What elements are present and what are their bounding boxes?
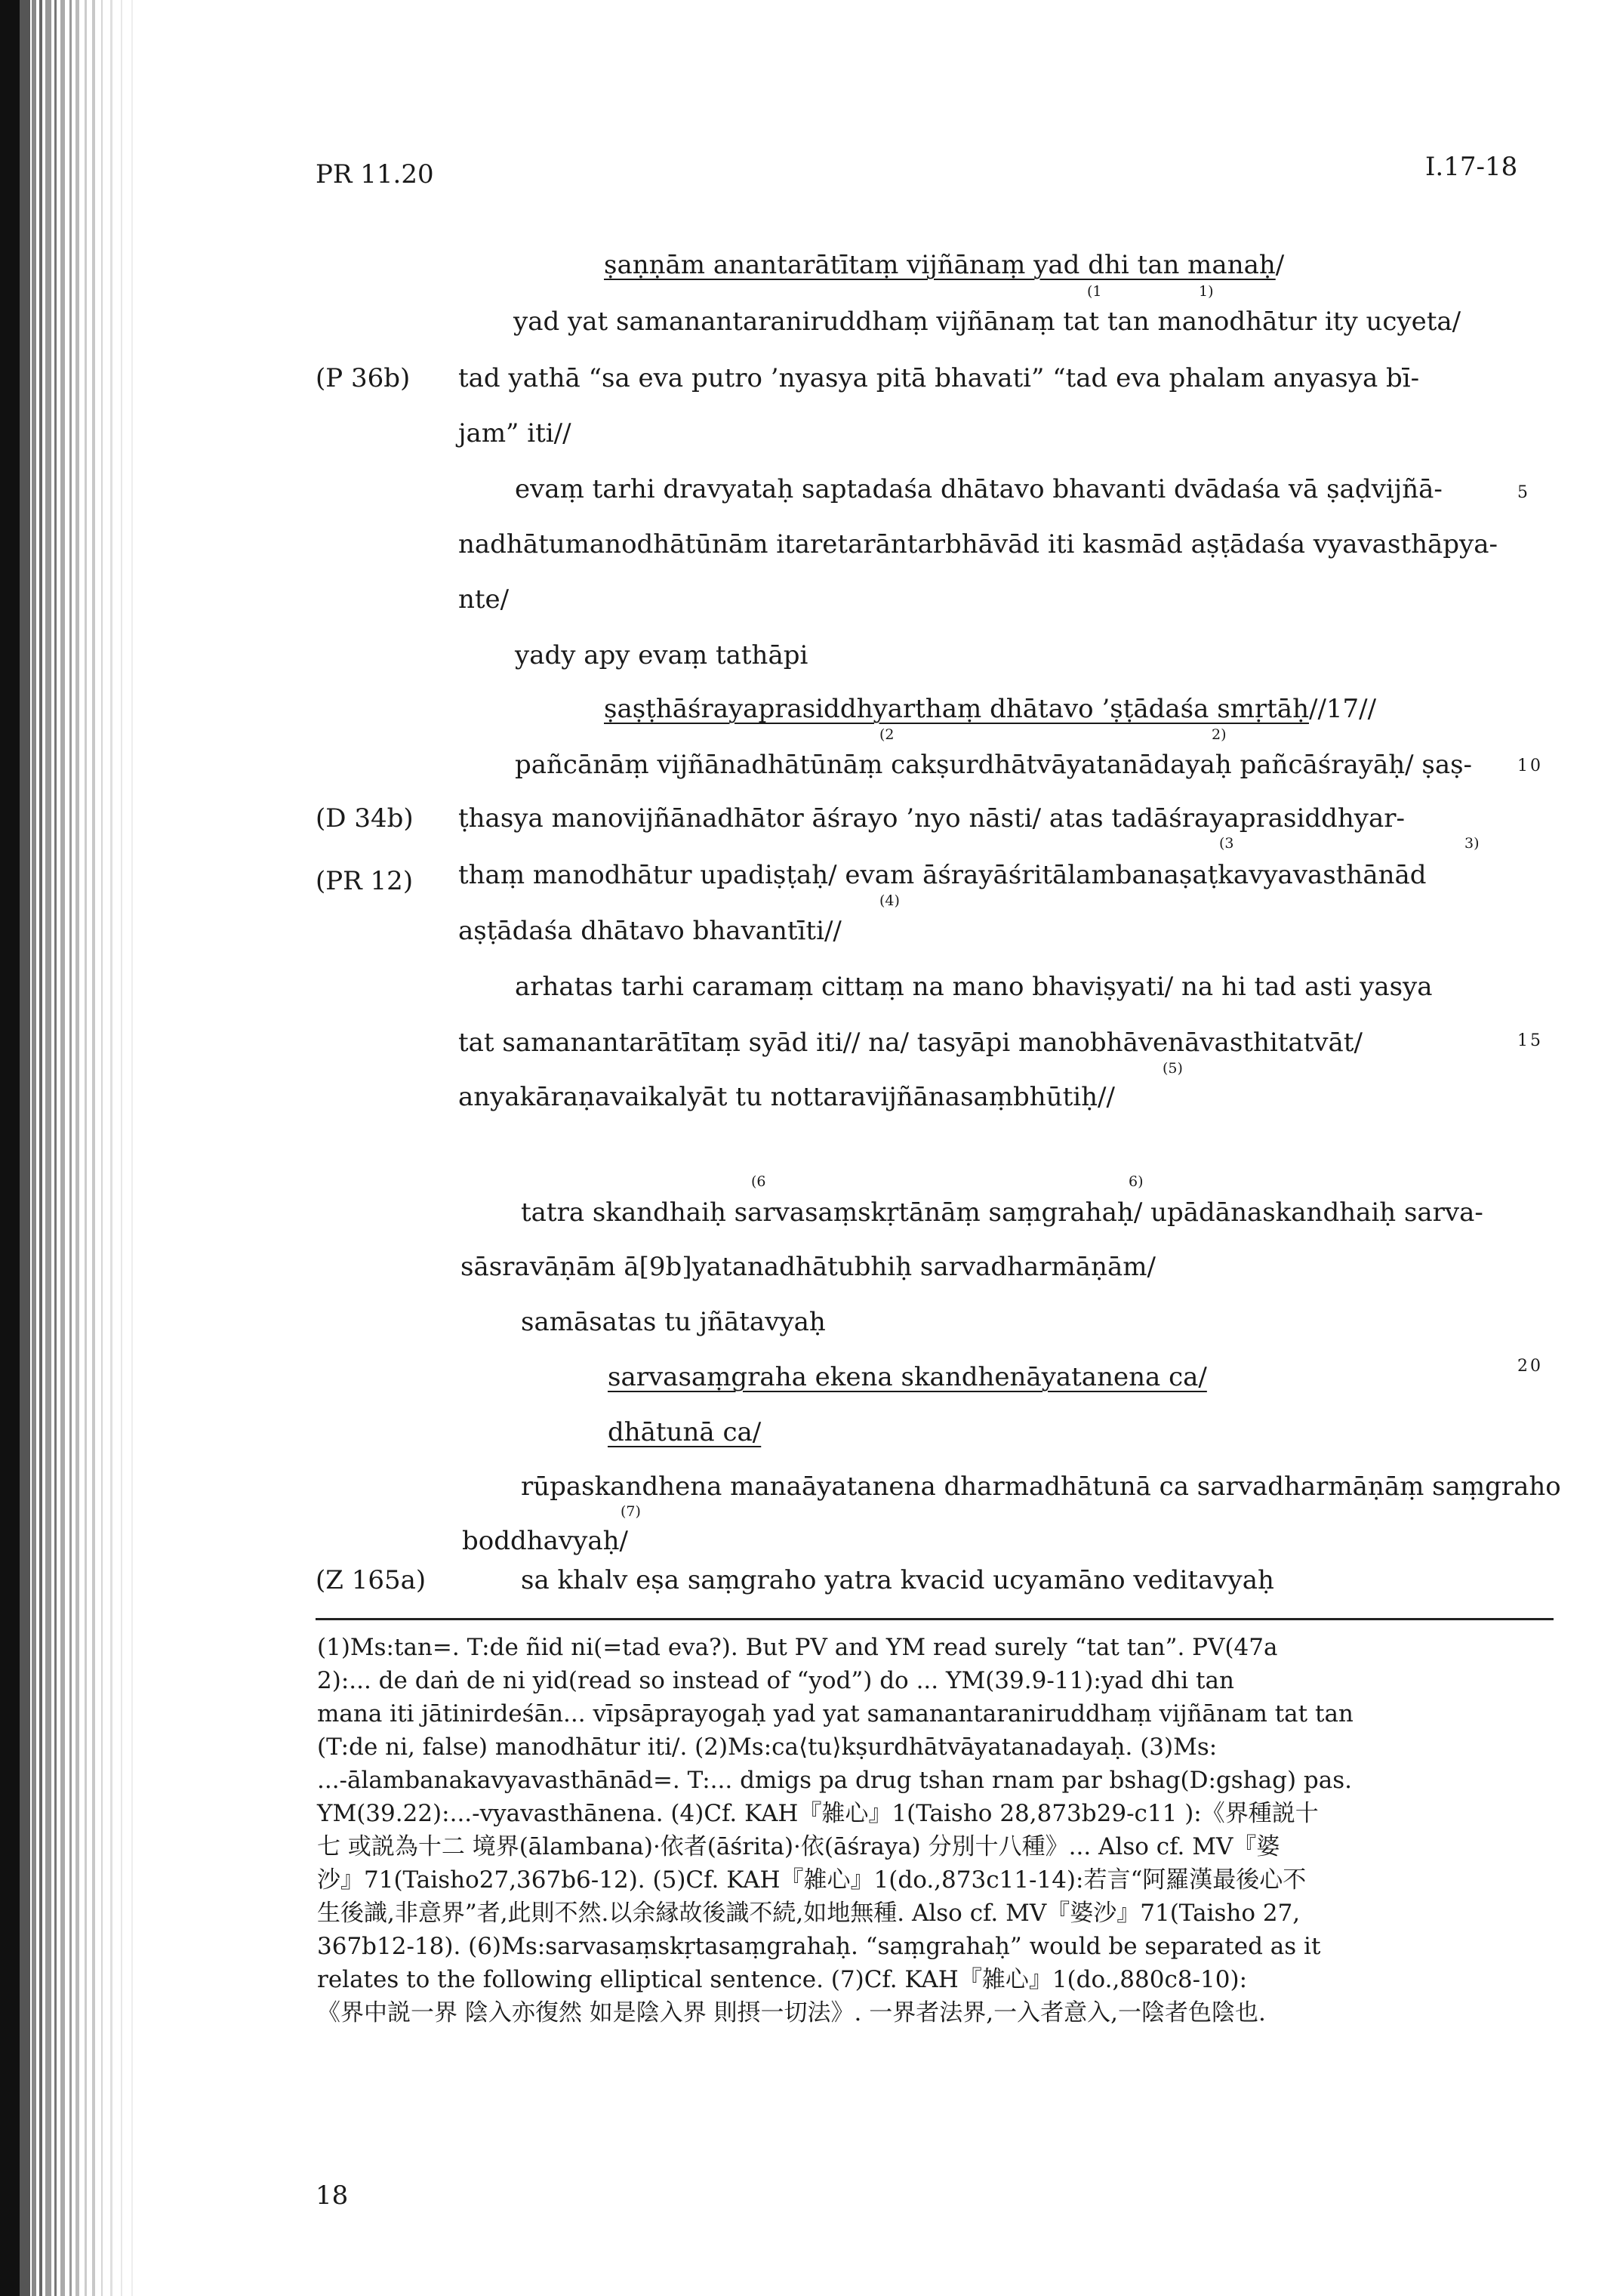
- footnotes: [317, 1631, 1555, 2029]
- line-number-5: 5: [1517, 483, 1530, 502]
- text-line: rūpaskandhena manaāyatanena dharmadhātunā ca sarvadharmāṇāṃ saṃgraho: [521, 1472, 1561, 1502]
- text-line: boddhavyaḥ/: [462, 1526, 628, 1556]
- text-line: nadhātumanodhātūnām itaretarāntarbhāvād iti kasmād aṣṭādaśa vyavasthāpya-: [458, 529, 1498, 559]
- note-mark: (3: [1219, 835, 1234, 852]
- running-header-left: PR 11.20: [316, 159, 434, 190]
- note-mark: (2: [879, 726, 895, 743]
- line-number-20: 20: [1517, 1357, 1543, 1376]
- footnote-line: 《界中説一界 陰入亦復然 如是陰入界 則摂一切法》. 一界者法界,一入者意入,一陰者色陰也.: [317, 1999, 1266, 2026]
- footnote-rule: [316, 1618, 1554, 1620]
- note-mark: (1: [1087, 283, 1102, 300]
- text-line: jam” iti//: [458, 418, 571, 448]
- text-line: tatra skandhaiḥ sarvasaṃskṛtānāṃ saṃgrahaḥ/ upādānaskandhaiḥ sarva-: [521, 1197, 1483, 1228]
- footnote-line: YM(39.22):...-vyavasthānena. (4)Cf. KAH『雑心』1(Taisho 28,873b29-c11 ):《界種説十: [317, 1800, 1319, 1827]
- footnote-line: 2):... de daṅ de ni yid(read so instead of “yod”) do ... YM(39.9-11):yad dhi tan: [317, 1667, 1234, 1694]
- verse-line: dhātunā ca/: [608, 1417, 762, 1447]
- footnote-line: ...-ālambanakavyavasthānād=. T:... dmigs pa drug tshan rnam par bshag(D:gshag) pas.: [317, 1767, 1353, 1794]
- note-mark: 1): [1199, 283, 1214, 300]
- verse-line: ṣaṇṇām anantarātītaṃ vijñānaṃ yad dhi tan manaḥ/: [604, 250, 1285, 280]
- footnote-line: 沙』71(Taisho27,367b6-12). (5)Cf. KAH『雑心』1(do.,873c11-14):若言“阿羅漢最後心不: [317, 1866, 1307, 1894]
- verse-line: sarvasaṃgraha ekena skandhenāyatanena ca/: [608, 1362, 1207, 1392]
- text-line: tad yathā “sa eva putro ’nyasya pitā bhavati” “tad eva phalam anyasya bī-: [458, 363, 1420, 393]
- text-line: arhatas tarhi caramaṃ cittaṃ na mano bhaviṣyati/ na hi tad asti yasya: [515, 972, 1433, 1002]
- text-line: nte/: [458, 584, 510, 615]
- footnote-line: (T:de ni, false) manodhātur iti/. (2)Ms:ca⟨tu⟩kṣurdhātvāyatanadayaḥ. (3)Ms:: [317, 1734, 1218, 1761]
- note-mark: (5): [1163, 1060, 1183, 1077]
- footnote-line: relates to the following elliptical sentence. (7)Cf. KAH『雑心』1(do.,880c8-10):: [317, 1966, 1248, 1993]
- text-line: anyakāraṇavaikalyāt tu nottaravijñānasaṃbhūtiḥ//: [458, 1082, 1115, 1112]
- book-spine-shadow: [0, 0, 143, 2296]
- text-line: tat samanantarātītaṃ syād iti// na/ tasyāpi manobhāvenāvasthitatvāt/: [458, 1028, 1363, 1058]
- line-number-15: 15: [1517, 1031, 1543, 1050]
- text-line: evaṃ tarhi dravyataḥ saptadaśa dhātavo bhavanti dvādaśa vā ṣaḍvijñā-: [515, 474, 1443, 504]
- margin-ref-p36b: (P 36b): [316, 363, 411, 393]
- note-mark: 3): [1464, 835, 1480, 852]
- text-line: sāsravāṇām ā[9b]yatanadhātubhiḥ sarvadharmāṇām/: [460, 1252, 1156, 1282]
- text-line: yady apy evaṃ tathāpi: [515, 640, 808, 670]
- margin-ref-z165a: (Z 165a): [316, 1565, 427, 1595]
- margin-ref-pr12: (PR 12): [316, 866, 414, 896]
- text-line: yad yat samanantaraniruddhaṃ vijñānaṃ tat tan manodhātur ity ucyeta/: [513, 307, 1461, 337]
- note-mark: (7): [621, 1503, 641, 1520]
- text-line: pañcānāṃ vijñānadhātūnāṃ cakṣurdhātvāyatanādayaḥ pañcāśrayāḥ/ ṣaṣ-: [515, 750, 1473, 780]
- note-mark: (4): [879, 892, 900, 909]
- note-mark: (6: [751, 1173, 766, 1190]
- note-mark: 6): [1129, 1173, 1144, 1190]
- footnote-line: mana iti jātinirdeśān... vīpsāprayogaḥ yad yat samanantaraniruddhaṃ vijñānam tat tan: [317, 1700, 1354, 1727]
- footnote-line: (1)Ms:tan=. T:de ñid ni(=tad eva?). But PV and YM read surely “tat tan”. PV(47a: [317, 1634, 1278, 1661]
- line-number-10: 10: [1517, 757, 1543, 775]
- verse-line-17: ṣaṣṭhāśrayaprasiddhyarthaṃ dhātavo ’ṣṭādaśa smṛtāḥ//17//: [604, 694, 1377, 724]
- running-header-right: I.17-18: [1425, 152, 1518, 182]
- footnote-line: 生後識,非意界”者,此則不然.以余縁故後識不続,如地無種. Also cf. MV『婆沙』71(Taisho 27,: [317, 1900, 1301, 1927]
- text-line: sa khalv eṣa saṃgraho yatra kvacid ucyamāno veditavyaḥ: [521, 1565, 1274, 1595]
- page-number: 18: [316, 2180, 349, 2211]
- footnote-line: 367b12-18). (6)Ms:sarvasaṃskṛtasaṃgrahaḥ. “saṃgrahaḥ” would be separated as it: [317, 1933, 1321, 1960]
- text-line: aṣṭādaśa dhātavo bhavantīti//: [458, 916, 842, 946]
- text-line: thaṃ manodhātur upadiṣṭaḥ/ evam āśrayāśritālambanaṣaṭkavyavasthānād: [458, 860, 1427, 890]
- margin-ref-d34b: (D 34b): [316, 803, 414, 834]
- note-mark: 2): [1212, 726, 1227, 743]
- text-line: ṭhasya manovijñānadhātor āśrayo ’nyo nāsti/ atas tadāśrayaprasiddhyar-: [458, 803, 1405, 834]
- footnote-line: 七 或説為十二 境界(ālambana)·依者(āśrita)·依(āśraya) 分別十八種》... Also cf. MV『婆: [317, 1833, 1280, 1860]
- text-line: samāsatas tu jñātavyaḥ: [521, 1307, 826, 1337]
